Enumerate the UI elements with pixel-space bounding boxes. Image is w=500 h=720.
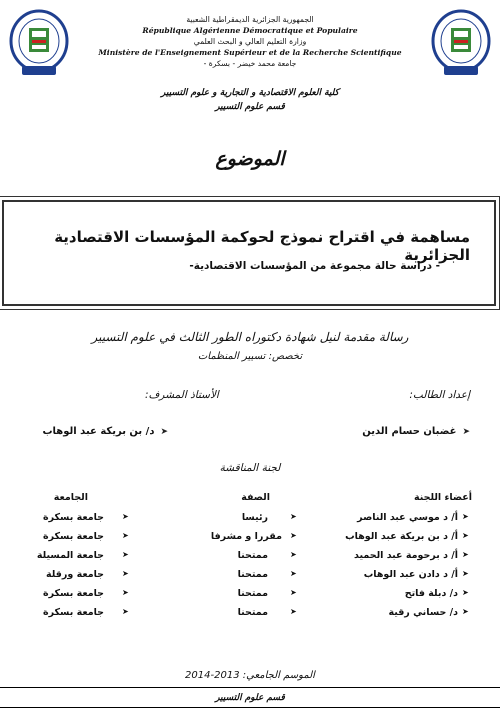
arrow-bullet-icon: ➤	[290, 512, 297, 521]
jury-member-university: جامعة بسكرة	[42, 512, 104, 523]
arrow-bullet-icon: ➤	[462, 607, 469, 616]
supervisor-name: د/ بن بريكة عبد الوهاب	[42, 426, 155, 437]
arrow-bullet-icon: ➤	[290, 607, 297, 616]
jury-member-university: جامعة بسكرة	[42, 588, 104, 599]
jury-row	[0, 512, 500, 530]
specialty-line: تخصص: تسيير المنظمات	[197, 351, 303, 362]
jury-member-university: جامعة ورقلة	[46, 569, 104, 580]
footer-department: قسم علوم التسيير	[215, 693, 285, 703]
jury-member-role: ممتحنا	[237, 569, 268, 580]
supervisor-name-row	[43, 426, 169, 437]
arrow-bullet-icon: ➤	[160, 426, 168, 437]
arrow-bullet-icon: ➤	[290, 550, 297, 559]
ministry-name-fr: Ministère de l'Enseignement Supérieur et de la Recherche Scientifique	[98, 48, 402, 57]
jury-member-name: أ/ د برحومة عبد الحميد	[353, 550, 458, 561]
arrow-bullet-icon: ➤	[122, 531, 129, 540]
thesis-subtitle: - دراسة حالة مجموعة من المؤسسات الاقتصادية-	[189, 260, 440, 272]
arrow-bullet-icon: ➤	[462, 588, 469, 597]
ministry-name-ar: وزارة التعليم العالي و البحث العلمي	[193, 37, 307, 46]
arrow-bullet-icon: ➤	[122, 607, 129, 616]
jury-member-role: ممتحنا	[237, 588, 268, 599]
jury-member-university: جامعة المسيلة	[36, 550, 104, 561]
subject-heading: الموضوع	[215, 148, 285, 170]
republic-name-ar: الجمهورية الجزائرية الديمقراطية الشعبية	[186, 15, 314, 24]
jury-header-role: الصفة	[241, 492, 270, 503]
jury-member-role: ممتحنا	[237, 607, 268, 618]
jury-member-name: أ/ د بن بريكة عبد الوهاب	[345, 531, 458, 542]
arrow-bullet-icon: ➤	[122, 512, 129, 521]
arrow-bullet-icon: ➤	[462, 569, 469, 578]
arrow-bullet-icon: ➤	[462, 426, 470, 437]
jury-row	[0, 531, 500, 549]
arrow-bullet-icon: ➤	[462, 531, 469, 540]
jury-row	[0, 550, 500, 568]
jury-member-university: جامعة بسكرة	[42, 607, 104, 618]
jury-header-member: أعضاء اللجنة	[413, 492, 472, 503]
republic-name-fr: République Algérienne Démocratique et Populaire	[142, 26, 358, 35]
arrow-bullet-icon: ➤	[122, 569, 129, 578]
jury-header-university: الجامعة	[53, 492, 88, 503]
jury-member-university: جامعة بسكرة	[42, 531, 104, 542]
jury-title: لجنة المناقشة	[219, 462, 281, 474]
department-name: قسم علوم التسيير	[215, 102, 285, 112]
footer-divider-bottom	[0, 707, 500, 708]
jury-member-role: رئيسا	[241, 512, 268, 523]
arrow-bullet-icon: ➤	[290, 588, 297, 597]
arrow-bullet-icon: ➤	[122, 588, 129, 597]
university-logo-left-icon	[8, 8, 70, 78]
jury-member-role: ممتحنا	[237, 550, 268, 561]
footer-divider-top	[0, 687, 500, 688]
arrow-bullet-icon: ➤	[290, 569, 297, 578]
academic-season: الموسم الجامعي: 2013-2014	[185, 670, 315, 681]
jury-member-role: مقررا و مشرفا	[210, 531, 282, 542]
arrow-bullet-icon: ➤	[122, 550, 129, 559]
thesis-title: مساهمة في اقتراح نموذج لحوكمة المؤسسات الاقتصادية الجزائرية	[54, 228, 470, 264]
student-name-row	[362, 426, 470, 437]
university-name-ar: جامعة محمد خيضر - بسكرة -	[203, 59, 297, 68]
arrow-bullet-icon: ➤	[462, 550, 469, 559]
jury-member-name: د/ دبلة فاتح	[404, 588, 458, 599]
jury-member-name: أ/ د دادن عبد الوهاب	[363, 569, 458, 580]
arrow-bullet-icon: ➤	[462, 512, 469, 521]
student-label: إعداد الطالب:	[409, 389, 470, 401]
supervisor-label: الأستاذ المشرف:	[145, 389, 219, 401]
thesis-degree-line: رسالة مقدمة لنيل شهادة دكتوراه الطور الثالث في علوم التسيير	[91, 330, 409, 344]
jury-row	[0, 607, 500, 625]
university-logo-right-icon	[430, 8, 492, 78]
jury-member-name: أ/ د موسي عبد الناصر	[357, 512, 458, 523]
arrow-bullet-icon: ➤	[290, 531, 297, 540]
jury-row	[0, 588, 500, 606]
faculty-block	[80, 86, 420, 114]
student-name: غضبان حسام الدين	[362, 426, 457, 437]
faculty-name: كلية العلوم الاقتصادية و التجارية و علوم التسيير	[161, 88, 339, 98]
institution-header	[80, 14, 420, 69]
jury-member-name: د/ حساني رقية	[388, 607, 458, 618]
jury-row	[0, 569, 500, 587]
